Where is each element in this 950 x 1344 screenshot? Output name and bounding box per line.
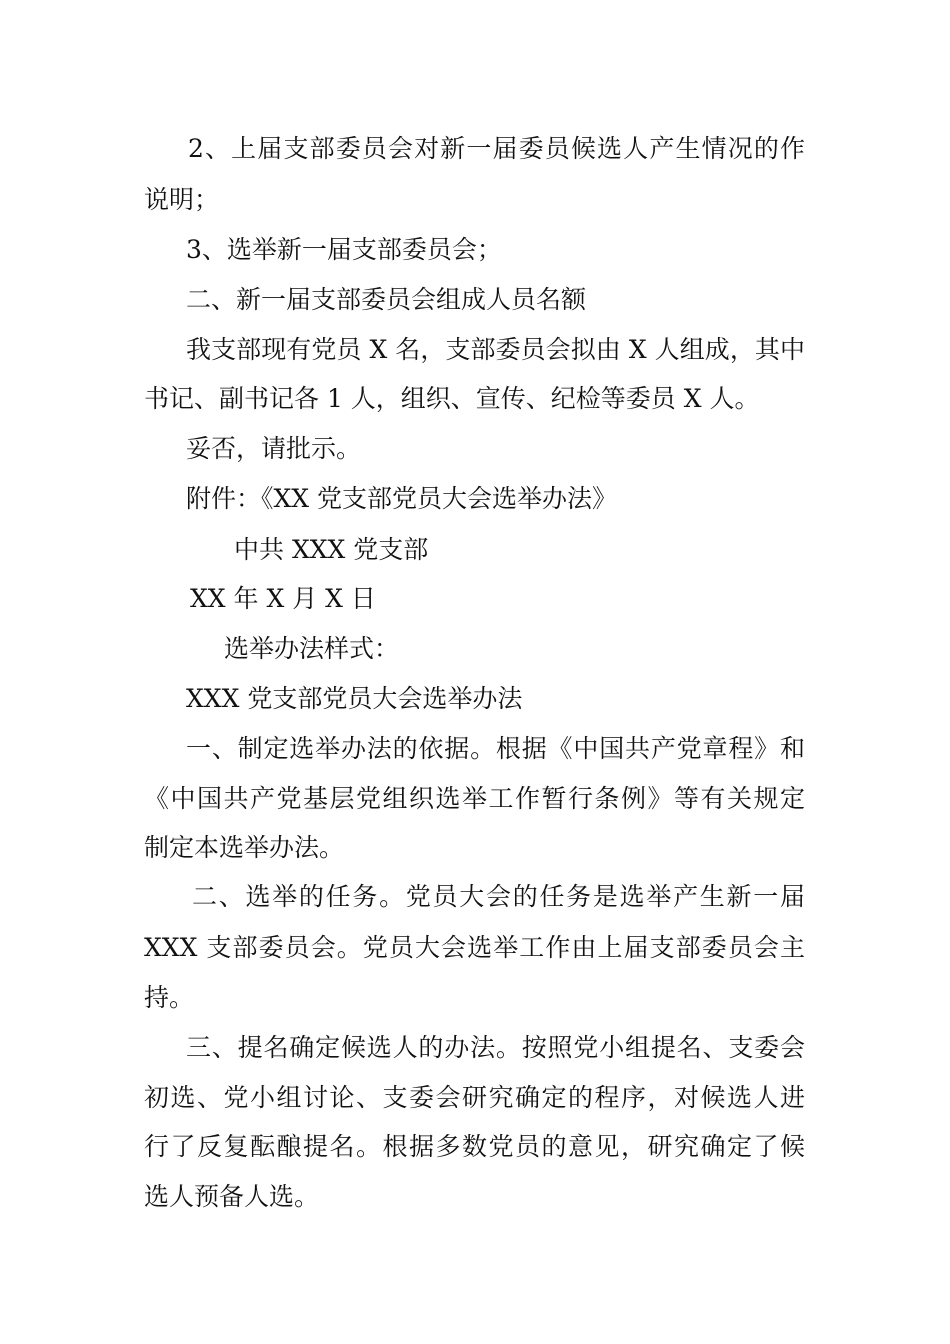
text-line: 2、上届支部委员会对新一届委员候选人产生情况的作 [188, 134, 805, 163]
text-line: 《中国共产党基层党组织选举工作暂行条例》等有关规定 [144, 784, 805, 813]
text-line: 制定本选举办法。 [144, 833, 345, 862]
signature-organization: 中共 XXX 党支部 [234, 535, 429, 564]
text-line: XXX 支部委员会。党员大会选举工作由上届支部委员会主 [144, 933, 805, 962]
text-line: 行了反复酝酿提名。根据多数党员的意见，研究确定了候 [144, 1132, 805, 1161]
text-line: 持。 [144, 983, 195, 1012]
text-line: 选举办法样式： [224, 634, 400, 663]
text-line: 书记、副书记各 1 人，组织、宣传、纪检等委员 X 人。 [144, 384, 760, 413]
text-line: 选人预备人选。 [144, 1182, 320, 1211]
text-line: 初选、党小组讨论、支委会研究确定的程序，对候选人进 [144, 1083, 805, 1112]
text-line: 我支部现有党员 X 名，支部委员会拟由 X 人组成，其中 [186, 335, 805, 364]
text-line: 说明； [144, 185, 220, 214]
attachment-line: 附件：《XX 党支部党员大会选举办法》 [186, 484, 618, 513]
text-line: 一、制定选举办法的依据。根据《中国共产党章程》和 [186, 734, 805, 763]
section-heading: 二、新一届支部委员会组成人员名额 [186, 285, 587, 314]
text-line: 3、选举新一届支部委员会； [186, 235, 502, 264]
text-line: 二、选举的任务。党员大会的任务是选举产生新一届 [192, 882, 805, 911]
text-line: 三、提名确定候选人的办法。按照党小组提名、支委会 [186, 1033, 805, 1062]
document-title: XXX 党支部党员大会选举办法 [186, 684, 523, 713]
text-line: 妥否，请批示。 [186, 434, 362, 463]
signature-date: XX 年 X 月 X 日 [190, 584, 376, 613]
